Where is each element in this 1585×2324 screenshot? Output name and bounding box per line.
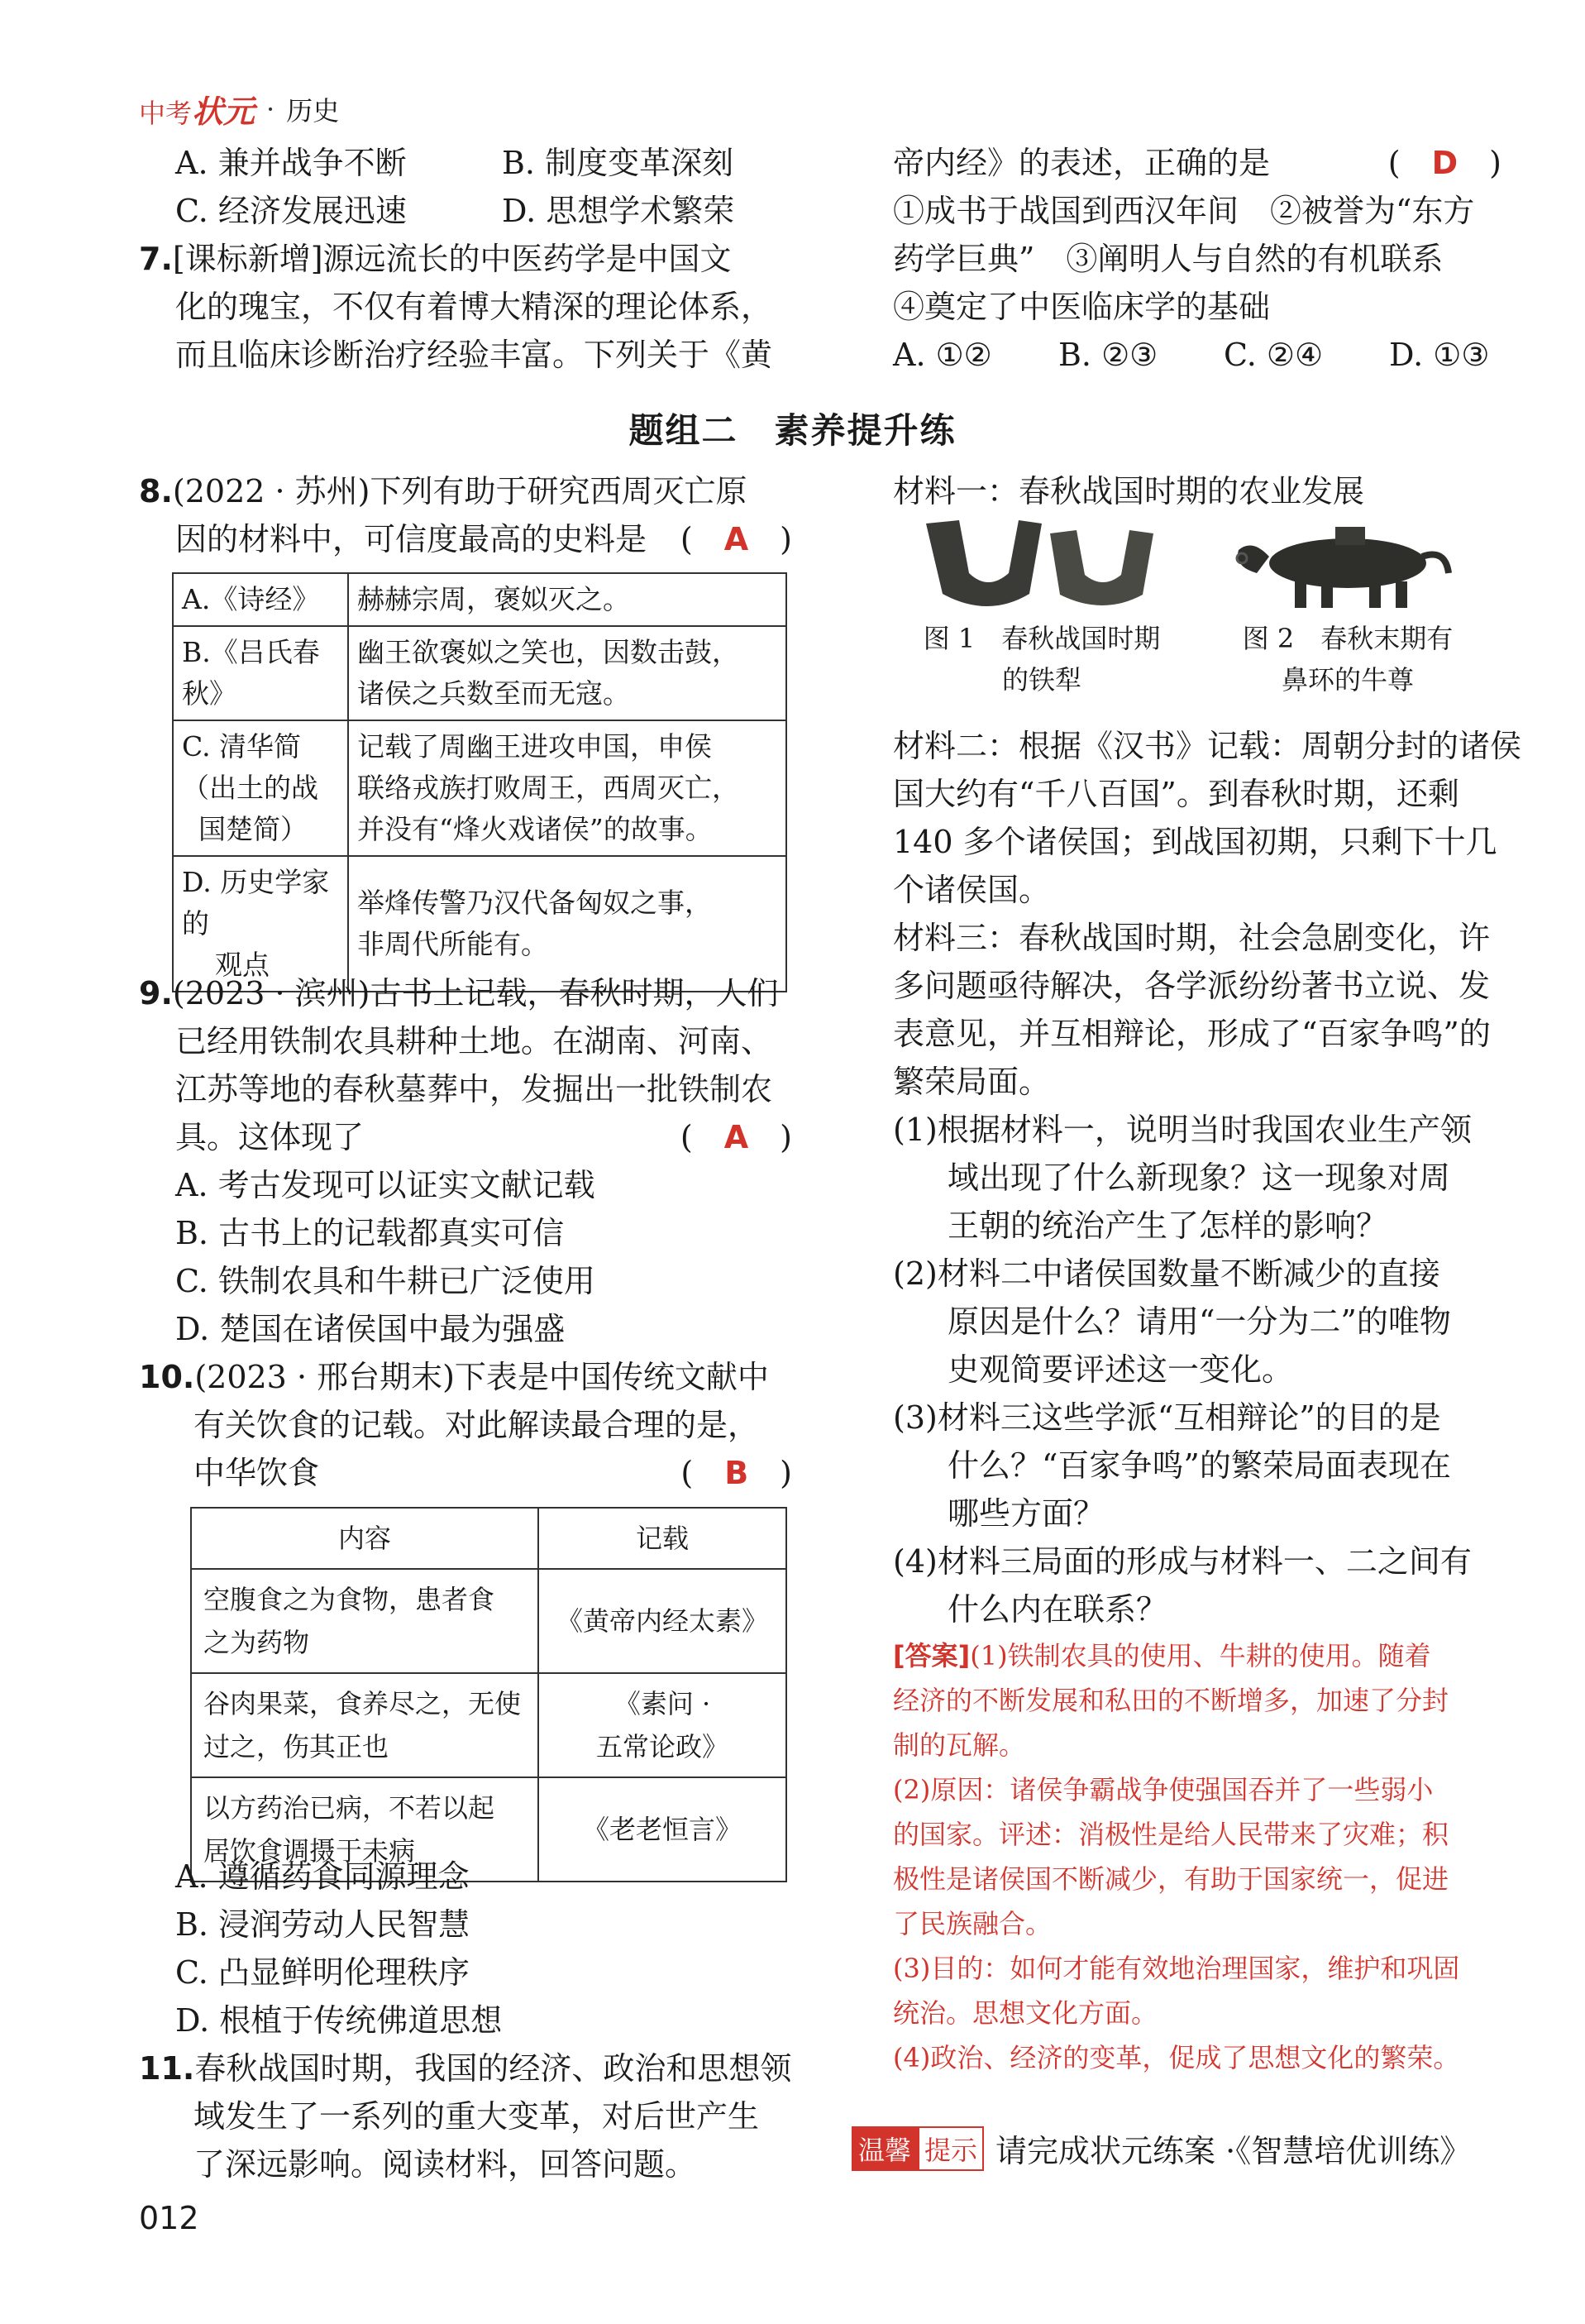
figure-2-caption-line-1: 图 2 春秋末期有 xyxy=(1242,623,1454,654)
left-main-column xyxy=(139,467,792,563)
q11-line-2: 域发生了一系列的重大变革，对后世产生 xyxy=(193,2098,760,2135)
page-header xyxy=(139,86,339,132)
table-cell-label: A.《诗经》 xyxy=(173,573,348,626)
figure-2-caption-line-2: 鼻环的牛尊 xyxy=(1281,664,1414,696)
q6-options-row2 xyxy=(139,187,792,235)
subq1-line-1: (1)根据材料一，说明当时我国农业生产领 xyxy=(893,1112,1472,1148)
material3-line-2: 多问题亟待解决，各学派纷纷著书立说、发 xyxy=(893,968,1491,1004)
q9-line-4: 具。这体现了 ( A ) xyxy=(139,1113,792,1161)
answer-line-10: (4)政治、经济的变革，促成了思想文化的繁荣。 xyxy=(893,2042,1460,2073)
answer-line-5: 的国家。评述：消极性是给人民带来了灾难；积 xyxy=(893,1819,1449,1850)
tip-tag-a: 温馨 xyxy=(852,2126,918,2171)
q10-line-2: 有关饮食的记载。对此解读最合理的是， xyxy=(193,1407,760,1443)
material3-line-4: 繁荣局面。 xyxy=(893,1064,1051,1100)
figure-1-caption-line-2: 的铁犁 xyxy=(1001,664,1081,696)
subq4-line-2: 什么内在联系？ xyxy=(948,1591,1168,1628)
table-cell-content: 谷肉果菜，食养尽之，无使 过之，伤其正也 xyxy=(191,1673,538,1777)
right-main-column xyxy=(893,467,1522,2080)
table-row xyxy=(173,720,786,856)
table-row xyxy=(191,1673,786,1777)
subq1-line-3: 王朝的统治产生了怎样的影响？ xyxy=(948,1207,1388,1244)
subq4-line-1: (4)材料三局面的形成与材料一、二之间有 xyxy=(893,1543,1472,1580)
q10-line-3: 中华饮食 ( B ) xyxy=(139,1449,792,1497)
material2-line-4: 个诸侯国。 xyxy=(893,872,1051,908)
table-cell-text: 举烽传警乃汉代备匈奴之事， 非周代所能有。 xyxy=(348,856,786,992)
q6-option-c: C. 经济发展迅速 xyxy=(175,193,407,229)
material1-figures xyxy=(893,515,1501,722)
q9-line-1: 9.(2023 · 滨州)古书上记载，春秋时期，人们 xyxy=(139,975,779,1011)
answer-line-4: (2)原因：诸侯争霸战争使强国吞并了一些弱小 xyxy=(893,1774,1434,1805)
q10-answer-paren: ( B ) xyxy=(680,1455,792,1491)
table-cell-label: C. 清华简 （出土的战 国楚简） xyxy=(173,720,348,856)
q7-answer-paren: ( D ) xyxy=(1387,145,1501,181)
tip-tag xyxy=(852,2126,984,2171)
answer-block xyxy=(893,1633,1501,2080)
subject-label: 历史 xyxy=(286,94,340,127)
table-cell-source: 《老老恒言》 xyxy=(538,1777,786,1882)
table-cell-text: 赫赫宗周，褒姒灭之。 xyxy=(348,573,786,626)
table-row xyxy=(173,573,786,626)
q9-option-c: C. 铁制农具和牛耕已广泛使用 xyxy=(175,1263,595,1299)
q10-food-table xyxy=(190,1507,787,1882)
q11-number: 11. xyxy=(139,2050,195,2087)
table-row xyxy=(191,1569,786,1673)
q9-option-d: D. 楚国在诸侯国中最为强盛 xyxy=(175,1311,566,1347)
q10-options-q11 xyxy=(139,1853,792,2188)
table-row xyxy=(173,626,786,720)
table-cell-label: D. 历史学家的 观点 xyxy=(173,856,348,992)
page-number: 012 xyxy=(139,2200,199,2236)
answer-label: [答案] xyxy=(893,1640,971,1671)
q6-option-a: A. 兼并战争不断 xyxy=(175,145,407,181)
q7-option-a: A. ①② xyxy=(893,337,992,373)
table-header-row xyxy=(191,1508,786,1569)
brand-logo: 中考状元 xyxy=(139,93,255,130)
table-cell-source: 《黄帝内经太素》 xyxy=(538,1569,786,1673)
q7-number: 7. xyxy=(139,241,173,277)
right-top-column xyxy=(893,139,1501,379)
q6-option-d: D. 思想学术繁荣 xyxy=(502,193,735,229)
material2-line-3: 140 多个诸侯国；到战国初期，只剩下十几 xyxy=(893,824,1497,860)
subq1-line-2: 域出现了什么新现象？这一现象对周 xyxy=(948,1160,1451,1196)
q7-option-d: D. ①③ xyxy=(1389,337,1490,373)
q7-line-3: 而且临床诊断治疗经验丰富。下列关于《黄 xyxy=(175,337,773,373)
table-cell-text: 记载了周幽王进攻申国，申侯 联络戎族打败周王，西周灭亡， 并没有“烽火戏诸侯”的故事。 xyxy=(348,720,786,856)
tip-banner xyxy=(852,2126,1471,2171)
figure-2 xyxy=(1224,515,1472,701)
q10-option-b: B. 浸润劳动人民智慧 xyxy=(175,1906,470,1943)
q9-line-2: 已经用铁制农具耕种土地。在湖南、河南、 xyxy=(175,1023,773,1059)
iron-plow-image xyxy=(918,515,1166,614)
answer-line-2: 经济的不断发展和私田的不断增多，加速了分封 xyxy=(893,1685,1449,1716)
ox-zun-vessel-image xyxy=(1224,515,1472,614)
q11-line-1: 11.春秋战国时期，我国的经济、政治和思想领 xyxy=(139,2050,792,2087)
subq2-line-1: (2)材料二中诸侯国数量不断减少的直接 xyxy=(893,1255,1440,1292)
q7-line-1: 7.[课标新增]源远流长的中医药学是中国文 xyxy=(139,241,732,277)
subq3-line-1: (3)材料三这些学派“互相辩论”的目的是 xyxy=(893,1399,1441,1436)
q7-line-2: 化的瑰宝，不仅有着博大精深的理论体系， xyxy=(175,289,773,325)
q9-answer-paren: ( A ) xyxy=(680,1119,792,1155)
q6-option-b: B. 制度变革深刻 xyxy=(502,145,734,181)
q8-number: 8. xyxy=(139,473,173,509)
q8-source-table xyxy=(172,572,787,992)
q10-option-c: C. 凸显鲜明伦理秩序 xyxy=(175,1954,470,1991)
table-cell-label: B.《吕氏春秋》 xyxy=(173,626,348,720)
answer-line-8: (3)目的：如何才能有效地治理国家，维护和巩固 xyxy=(893,1953,1460,1984)
table-cell-content: 以方药治已病，不若以起 居饮食调摄于未病 xyxy=(191,1777,538,1882)
answer-line-9: 统治。思想文化方面。 xyxy=(893,1997,1158,2029)
q9-option-b: B. 古书上的记载都真实可信 xyxy=(175,1215,565,1251)
table-cell-content: 空腹食之为食物，患者食 之为药物 xyxy=(191,1569,538,1673)
tip-text: 请完成状元练案 ·《智慧培优训练》 xyxy=(995,2133,1472,2169)
figure-1-caption-line-1: 图 1 春秋战国时期 xyxy=(923,623,1161,654)
subq3-line-3: 哪些方面？ xyxy=(948,1495,1105,1532)
q10-option-a: A. 遵循药食同源理念 xyxy=(175,1858,470,1895)
material2-line-2: 国大约有“千八百国”。到春秋时期，还剩 xyxy=(893,776,1459,812)
q7-option-c: C. ②④ xyxy=(1224,337,1324,373)
q6-options-row1 xyxy=(139,139,792,187)
subq3-line-2: 什么？“百家争鸣”的繁荣局面表现在 xyxy=(948,1447,1451,1484)
header-dot: · xyxy=(266,93,275,125)
q10-answer: B xyxy=(724,1455,749,1491)
answer-line-3: 制的瓦解。 xyxy=(893,1729,1026,1761)
q8-answer-paren: ( A ) xyxy=(680,521,792,557)
q7-statement-line-1: ①成书于战国到西汉年间 ②被誉为“东方 xyxy=(893,193,1475,229)
table-cell-source: 《素问 · 五常论政》 xyxy=(538,1673,786,1777)
figure-1 xyxy=(918,515,1166,701)
answer-line-7: 了民族融合。 xyxy=(893,1908,1053,1939)
q9-number: 9. xyxy=(139,975,173,1011)
q10-number: 10. xyxy=(139,1359,195,1395)
section-title: 题组二 素养提升练 xyxy=(628,410,957,451)
answer-line-1: [答案](1)铁制农具的使用、牛耕的使用。随着 xyxy=(893,1640,1431,1671)
table-header-content: 内容 xyxy=(191,1508,538,1569)
q7-answer: D xyxy=(1431,145,1458,181)
q10-line-1: 10.(2023 · 邢台期末)下表是中国传统文献中 xyxy=(139,1359,769,1395)
left-top-column xyxy=(139,139,792,379)
material1-title: 材料一：春秋战国时期的农业发展 xyxy=(893,473,1365,509)
q9-answer: A xyxy=(723,1119,749,1155)
table-cell-text: 幽王欲褒姒之笑也，因数击鼓， 诸侯之兵数至而无寇。 xyxy=(348,626,786,720)
subq2-line-2: 原因是什么？请用“一分为二”的唯物 xyxy=(948,1303,1451,1340)
q8-answer: A xyxy=(723,521,749,557)
q11-line-3: 了深远影响。阅读材料，回答问题。 xyxy=(193,2146,697,2183)
subq2-line-3: 史观简要评述这一变化。 xyxy=(948,1351,1294,1388)
q10-option-d: D. 根植于传统佛道思想 xyxy=(175,2002,503,2039)
material3-line-3: 表意见，并互相辩论，形成了“百家争鸣”的 xyxy=(893,1016,1491,1052)
tip-tag-b: 提示 xyxy=(918,2126,984,2171)
table-header-source: 记载 xyxy=(538,1508,786,1569)
q7-stem-continued: 帝内经》的表述，正确的是 ( D ) xyxy=(893,139,1501,187)
q7-options xyxy=(893,331,1501,379)
q9-line-3: 江苏等地的春秋墓葬中，发掘出一批铁制农 xyxy=(175,1071,773,1107)
q9-option-a: A. 考古发现可以证实文献记载 xyxy=(175,1167,595,1203)
q7-option-b: B. ②③ xyxy=(1058,337,1158,373)
q7-statement-line-3: ④奠定了中医临床学的基础 xyxy=(893,289,1271,325)
material2-line-1: 材料二：根据《汉书》记载：周朝分封的诸侯 xyxy=(893,728,1522,764)
q9-block xyxy=(139,969,792,1497)
q8-line-2: 因的材料中，可信度最高的史料是 ( A ) xyxy=(139,515,792,563)
material3-line-1: 材料三：春秋战国时期，社会急剧变化，许 xyxy=(893,920,1491,956)
q8-line-1: 8.(2022 · 苏州)下列有助于研究西周灭亡原 xyxy=(139,473,747,509)
q7-statement-line-2: 药学巨典” ③阐明人与自然的有机联系 xyxy=(893,241,1444,277)
answer-line-6: 极性是诸侯国不断减少，有助于国家统一，促进 xyxy=(893,1863,1449,1895)
